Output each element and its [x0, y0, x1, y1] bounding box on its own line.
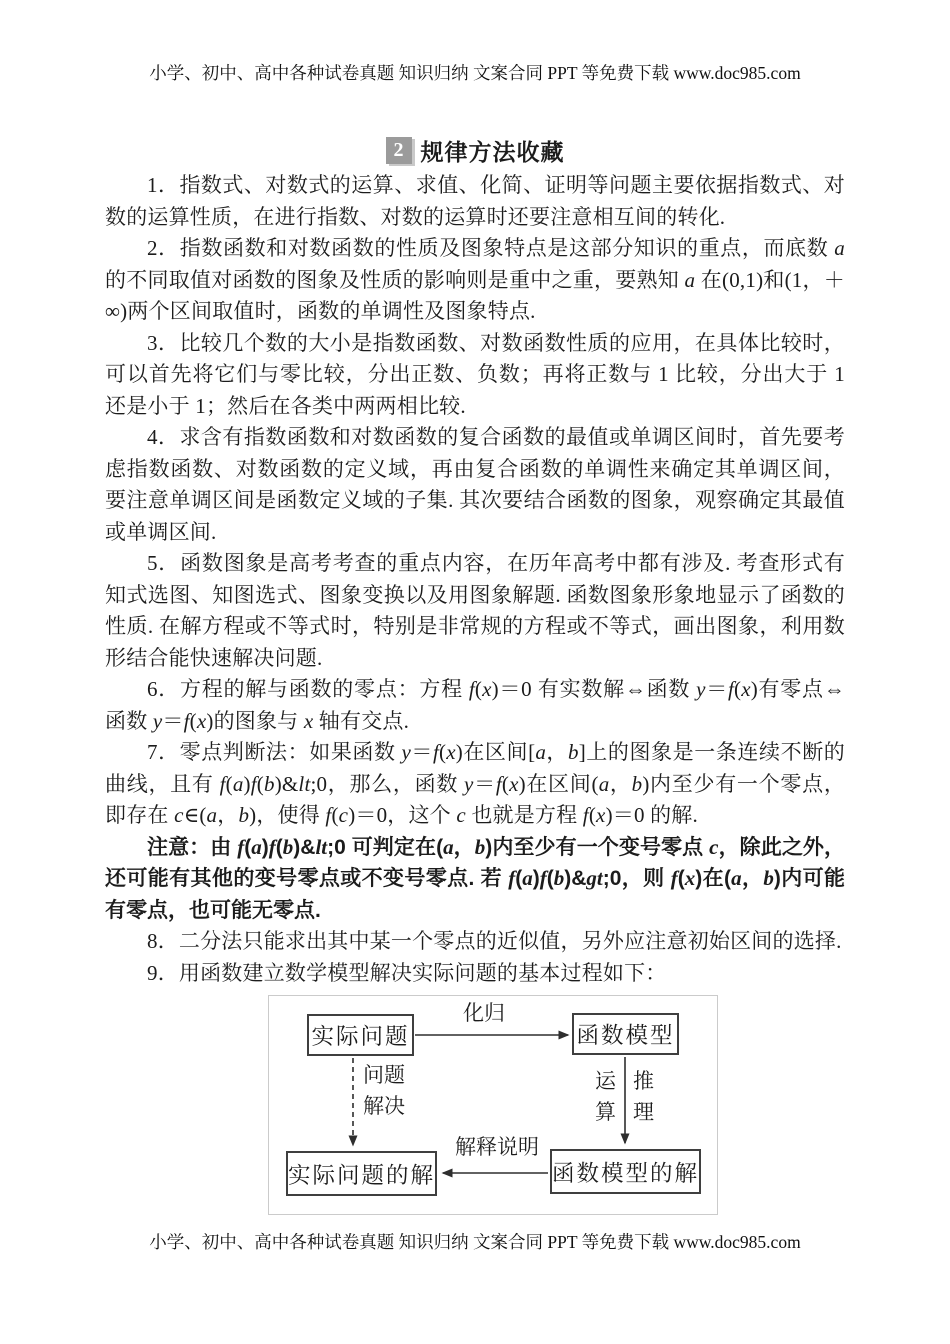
body-paragraph: 8．二分法只能求出其中某一个零点的近似值，另外应注意初始区间的选择.	[147, 929, 842, 953]
arrow-label-problem-line2: 解决	[363, 1094, 405, 1118]
body-paragraph: 2．指数函数和对数函数的性质及图象特点是这部分知识的重点，而底数 a 的不同取值对函数的图象及性质的影响则是重中之重，要熟知 a 在(0,1)和(1，＋∞)两个区间取值时，函数的单调性及图象特点.	[105, 236, 845, 323]
flowchart-box-function-model: 函数模型	[572, 1013, 679, 1055]
flowchart	[268, 995, 718, 1215]
note-paragraph: 注意：由 f(a)f(b)&lt;0 可判定在(a，b)内至少有一个变号零点 c，除此之外，还可能有其他的变号零点或不变号零点. 若 f(a)f(b)&gt;0，则 f(x)在(a，b)内可能有零点，也可能无零点.	[105, 834, 846, 922]
section-number-badge: 2	[386, 137, 412, 164]
arrow-label-reduction: 化归	[463, 1001, 505, 1025]
arrow-label-reasoning: 推理	[633, 1069, 654, 1124]
body-paragraph: 5．函数图象是高考考查的重点内容，在历年高考中都有涉及. 考查形式有知式选图、知图选式、图象变换以及用图象解题. 函数图象形象地显示了函数的性质. 在解方程或不等式时，特别是非常规的方程或不等式，画出图象，利用数形结合能快速解决问题.	[105, 551, 845, 670]
body-paragraph: 1．指数式、对数式的运算、求值、化简、证明等问题主要依据指数式、对数的运算性质，在进行指数、对数的运算时还要注意相互间的转化.	[105, 173, 845, 229]
body-paragraph: 6．方程的解与函数的零点：方程 f(x)＝0 有实数解⇔函数 y＝f(x)有零点⇔函数 y＝f(x)的图象与 x 轴有交点.	[105, 677, 845, 733]
flowchart-box-function-model-solution: 函数模型的解	[550, 1149, 701, 1194]
section-title	[105, 134, 845, 166]
arrow-label-problem-solving	[363, 1060, 405, 1122]
body-paragraph: 4．求含有指数函数和对数函数的复合函数的最值或单调区间时，首先要考虑指数函数、对数函数的定义域，再由复合函数的单调性来确定其单调区间，要注意单调区间是函数定义域的子集. 其次要结合函数的图象，观察确定其最值或单调区间.	[105, 425, 845, 544]
flowchart-box-practical-problem-solution: 实际问题的解	[286, 1151, 437, 1196]
arrow-label-operation: 运算	[595, 1069, 616, 1124]
body-paragraph: 9．用函数建立数学模型解决实际问题的基本过程如下：	[147, 960, 667, 985]
section-title-text: 规律方法收藏	[420, 138, 565, 165]
flowchart-box-practical-problem: 实际问题	[307, 1014, 414, 1056]
arrow-label-problem-line1: 问题	[363, 1063, 405, 1087]
body-paragraph: 7．零点判断法：如果函数 y＝f(x)在区间[a，b]上的图象是一条连续不断的曲线，且有 f(a)f(b)&lt;0，那么，函数 y＝f(x)在区间(a，b)内至少有一个零点，即存在 c∈(a，b)，使得 f(c)＝0，这个 c 也就是方程 f(x)＝0 的解.	[105, 740, 846, 827]
page-header-text: 小学、初中、高中各种试卷真题 知识归纳 文案合同 PPT 等免费下载 www.doc985.com	[149, 63, 801, 83]
body-paragraph: 3．比较几个数的大小是指数函数、对数函数性质的应用，在具体比较时，可以首先将它们与零比较，分出正数、负数；再将正数与 1 比较，分出大于 1 还是小于 1；然后在各类中两两相比较.	[105, 330, 845, 418]
arrow-label-interpretation: 解释说明	[455, 1135, 539, 1159]
paragraphs	[105, 170, 845, 989]
page-footer-text: 小学、初中、高中各种试卷真题 知识归纳 文案合同 PPT 等免费下载 www.doc985.com	[149, 1232, 801, 1252]
